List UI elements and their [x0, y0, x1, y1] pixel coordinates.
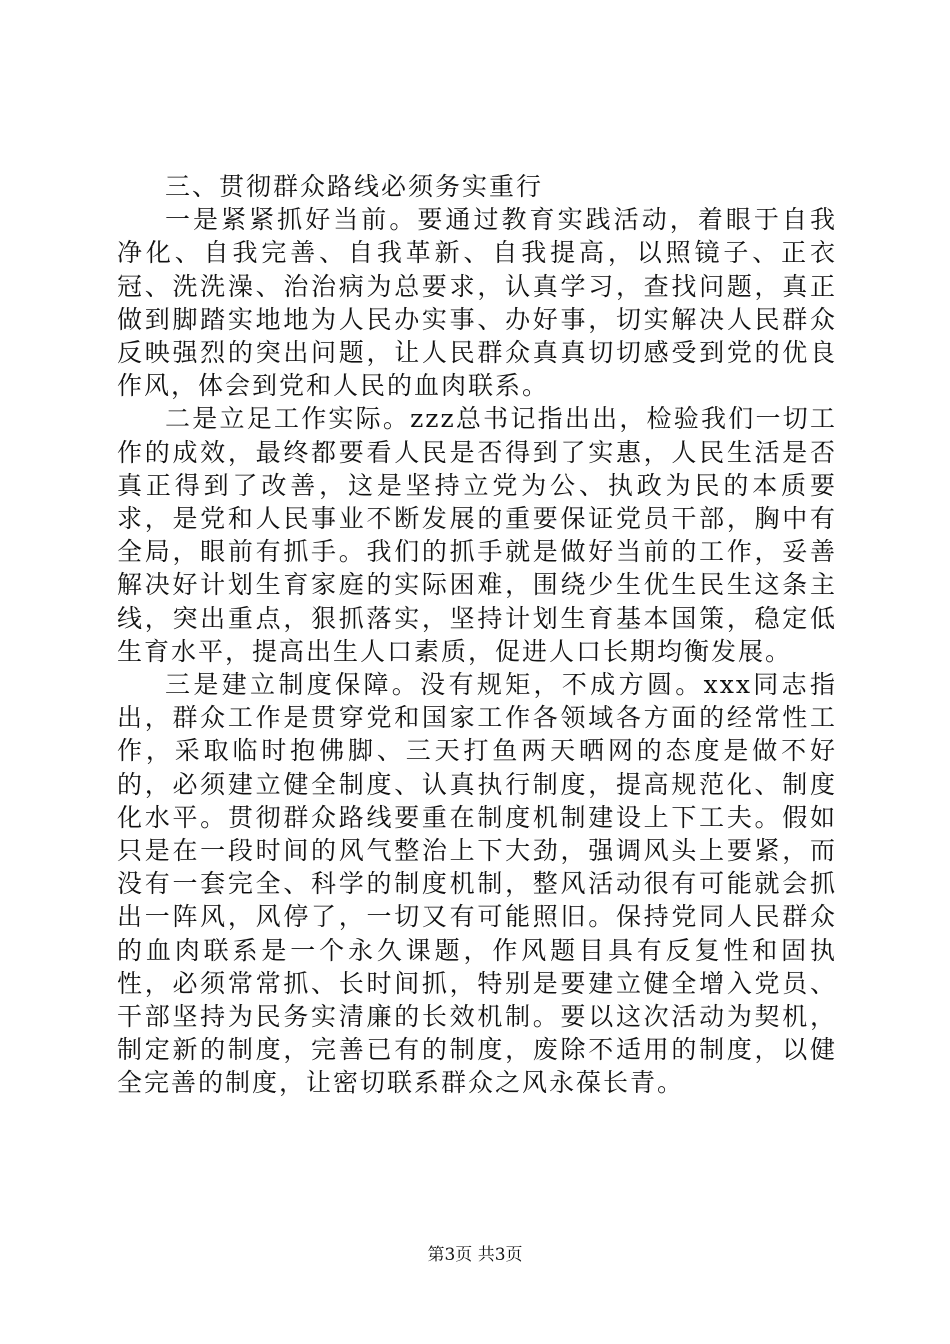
- document-body: [117, 170, 837, 1100]
- paragraph-3: 三是建立制度保障。没有规矩，不成方圆。xxx同志指出，群众工作是贯穿党和国家工作各领域各方面的经常性工作，采取临时抱佛脚、三天打鱼两天晒网的态度是做不好的，必须建立健全制度、认真执行制度，提高规范化、制度化水平。贯彻群众路线要重在制度机制建设上下工夫。假如只是在一段时间的风气整治上下大劲，强调风头上要紧，而没有一套完全、科学的制度机制，整风活动很有可能就会抓出一阵风，风停了，一切又有可能照旧。保持党同人民群众的血肉联系是一个永久课题，作风题目具有反复性和固执性，必须常常抓、长时间抓，特别是要建立健全增入党员、干部坚持为民务实清廉的长效机制。要以这次活动为契机，制定新的制度，完善已有的制度，废除不适用的制度，以健全完善的制度，让密切联系群众之风永葆长青。: [117, 670, 837, 1098]
- section-heading: 三、贯彻群众路线必须务实重行: [165, 172, 544, 201]
- paragraph-1: 一是紧紧抓好当前。要通过教育实践活动，着眼于自我净化、自我完善、自我革新、自我提高，以照镜子、正衣冠、洗洗澡、治治病为总要求，认真学习，查找问题，真正做到脚踏实地地为人民办实事、办好事，切实解决人民群众反映强烈的突出问题，让人民群众真真切切感受到党的优良作风，体会到党和人民的血肉联系。: [117, 205, 837, 401]
- page-number-footer: 第3页 共3页: [427, 1245, 523, 1265]
- paragraph-2: 二是立足工作实际。zzz总书记指出出，检验我们一切工作的成效，最终都要看人民是否得到了实惠，人民生活是否真正得到了改善，这是坚持立党为公、执政为民的本质要求，是党和人民事业不断发展的重要保证党员干部，胸中有全局，眼前有抓手。我们的抓手就是做好当前的工作，妥善解决好计划生育家庭的实际困难，围绕少生优生民生这条主线，突出重点，狠抓落实，坚持计划生育基本国策，稳定低生育水平，提高出生人口素质，促进人口长期均衡发展。: [117, 404, 837, 666]
